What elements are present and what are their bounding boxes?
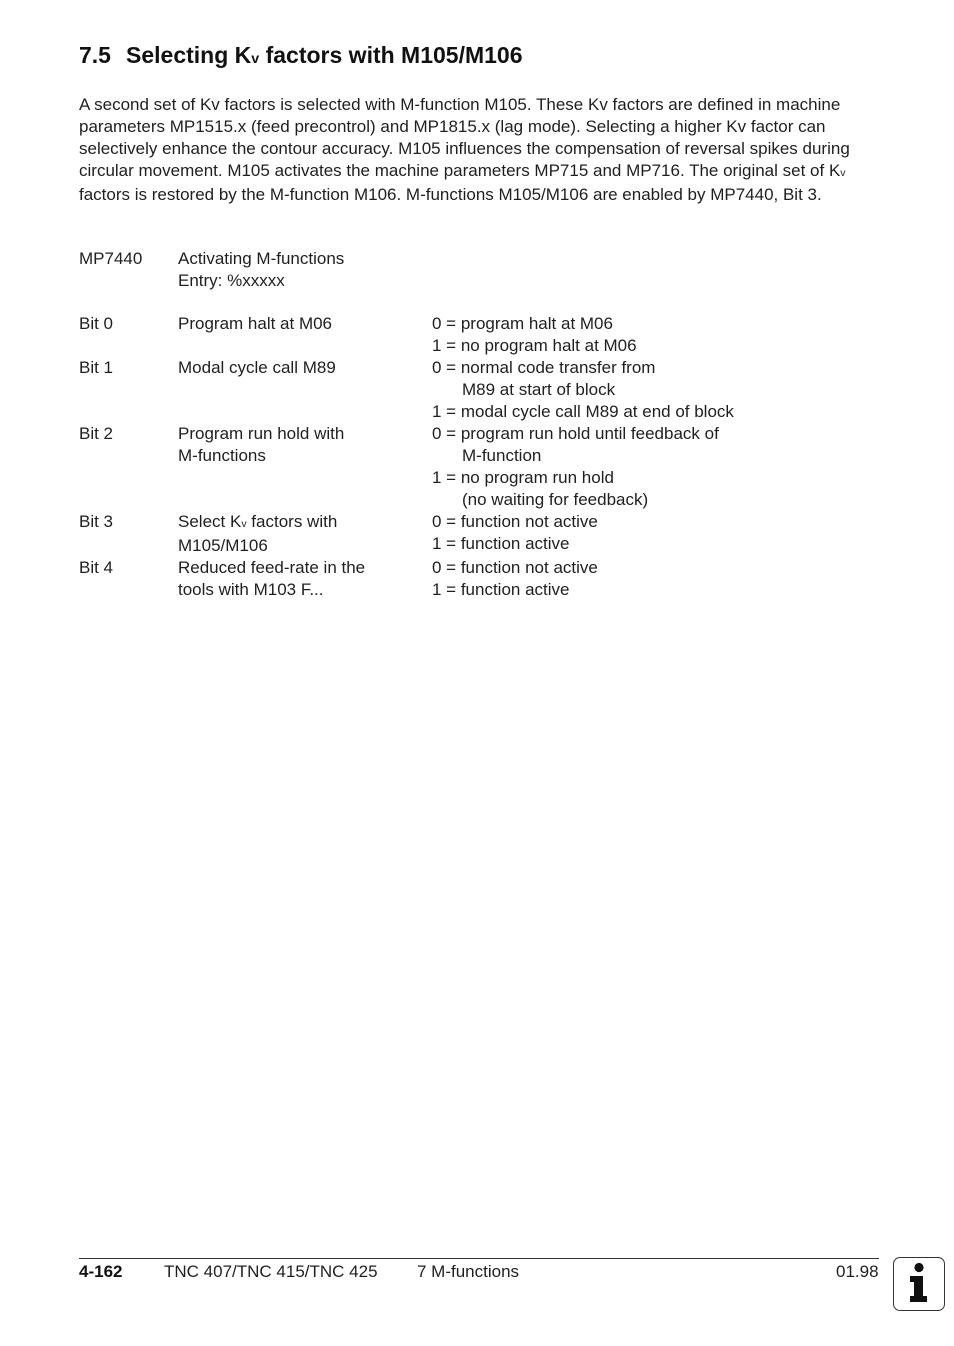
bit-description: [178, 557, 432, 601]
mp-entry: Entry: %xxxxx: [178, 271, 285, 290]
bit-option-0: 0 = function not active: [432, 558, 598, 577]
bit-description-line: Modal cycle call M89: [178, 358, 336, 377]
intro-paragraph: [79, 94, 879, 206]
bit-description-line: Program halt at M06: [178, 314, 333, 333]
section-title-start: Selecting K: [126, 42, 252, 68]
bit-option-0: 0 = normal code transfer from: [432, 358, 656, 377]
bit-option-1: 1 = no program run hold: [432, 468, 614, 487]
bit-option-1: 1 = no program halt at M06: [432, 336, 637, 355]
bit-options: [432, 423, 859, 511]
bit-description: [178, 357, 432, 423]
bit-options: [432, 557, 859, 601]
bit-description-subscript: v: [241, 518, 247, 530]
footer-divider: [79, 1258, 879, 1259]
bit-description-end: factors with: [246, 512, 338, 531]
bit-row: [79, 511, 859, 557]
mp-description: Activating M-functions: [178, 249, 345, 268]
bit-label: Bit 1: [79, 358, 114, 377]
bit-description-line: tools with M103 F...: [178, 580, 324, 599]
footer-date: 01.98: [836, 1262, 879, 1281]
bit-row: [79, 423, 859, 511]
section-heading: [79, 42, 523, 69]
bit-option-0-continuation: M-function: [462, 446, 542, 465]
bit-label: Bit 0: [79, 314, 114, 333]
intro-text-part1: A second set of Kv factors is selected with M-function M105. These Kv factors are defined in machine parameters MP1515.x (feed precontrol) and MP1815.x (lag mode). Selecting a higher Kv factor can selectively enhance the contour accuracy. M105 influences the compensation of reversal spikes during circular movement. M105 activates the machine parameters MP715 and MP716. The original set of K: [79, 95, 850, 180]
bit-options: [432, 511, 859, 557]
section-number: 7.5: [79, 42, 111, 68]
bit-label: Bit 4: [79, 558, 114, 577]
bit-label: Bit 3: [79, 512, 114, 531]
bit-options: [432, 357, 859, 423]
footer-chapter: 7 M-functions: [417, 1262, 520, 1281]
footer-model: TNC 407/TNC 415/TNC 425: [164, 1262, 378, 1281]
bit-option-0: 0 = function not active: [432, 512, 598, 531]
bit-options: [432, 313, 859, 357]
bit-description-line: [178, 511, 432, 535]
bit-row: [79, 357, 859, 423]
bit-option-1-continuation: (no waiting for feedback): [462, 490, 649, 509]
bit-option-0: 0 = program halt at M06: [432, 314, 613, 333]
bit-description-line: M-functions: [178, 446, 266, 465]
info-icon: [893, 1257, 945, 1311]
footer-page-number: 4-162: [79, 1262, 123, 1281]
bit-table: [79, 313, 859, 601]
bit-description-start: Select K: [178, 512, 242, 531]
section-title-end: factors with M105/M106: [259, 42, 523, 68]
bit-row: [79, 557, 859, 601]
bit-option-1: 1 = modal cycle call M89 at end of block: [432, 402, 734, 421]
intro-text-part2: factors is restored by the M-function M106. M-functions M105/M106 are enabled by MP7440, Bit 3.: [79, 185, 822, 204]
bit-description: [178, 423, 432, 511]
bit-label: Bit 2: [79, 424, 114, 443]
bit-row: [79, 313, 859, 357]
bit-option-1: 1 = function active: [432, 534, 570, 553]
bit-description-line: Reduced feed-rate in the: [178, 558, 366, 577]
bit-description: [178, 511, 432, 557]
bit-option-0-continuation: M89 at start of block: [462, 380, 616, 399]
mp-description-block: [178, 248, 344, 292]
intro-subscript: v: [840, 167, 846, 179]
mp-name: MP7440: [79, 249, 143, 268]
section-title-subscript: v: [251, 51, 260, 67]
bit-description: [178, 313, 432, 357]
bit-description-line: Program run hold with: [178, 424, 345, 443]
bit-description-line: M105/M106: [178, 536, 268, 555]
bit-option-0: 0 = program run hold until feedback of: [432, 424, 719, 443]
bit-option-1: 1 = function active: [432, 580, 570, 599]
